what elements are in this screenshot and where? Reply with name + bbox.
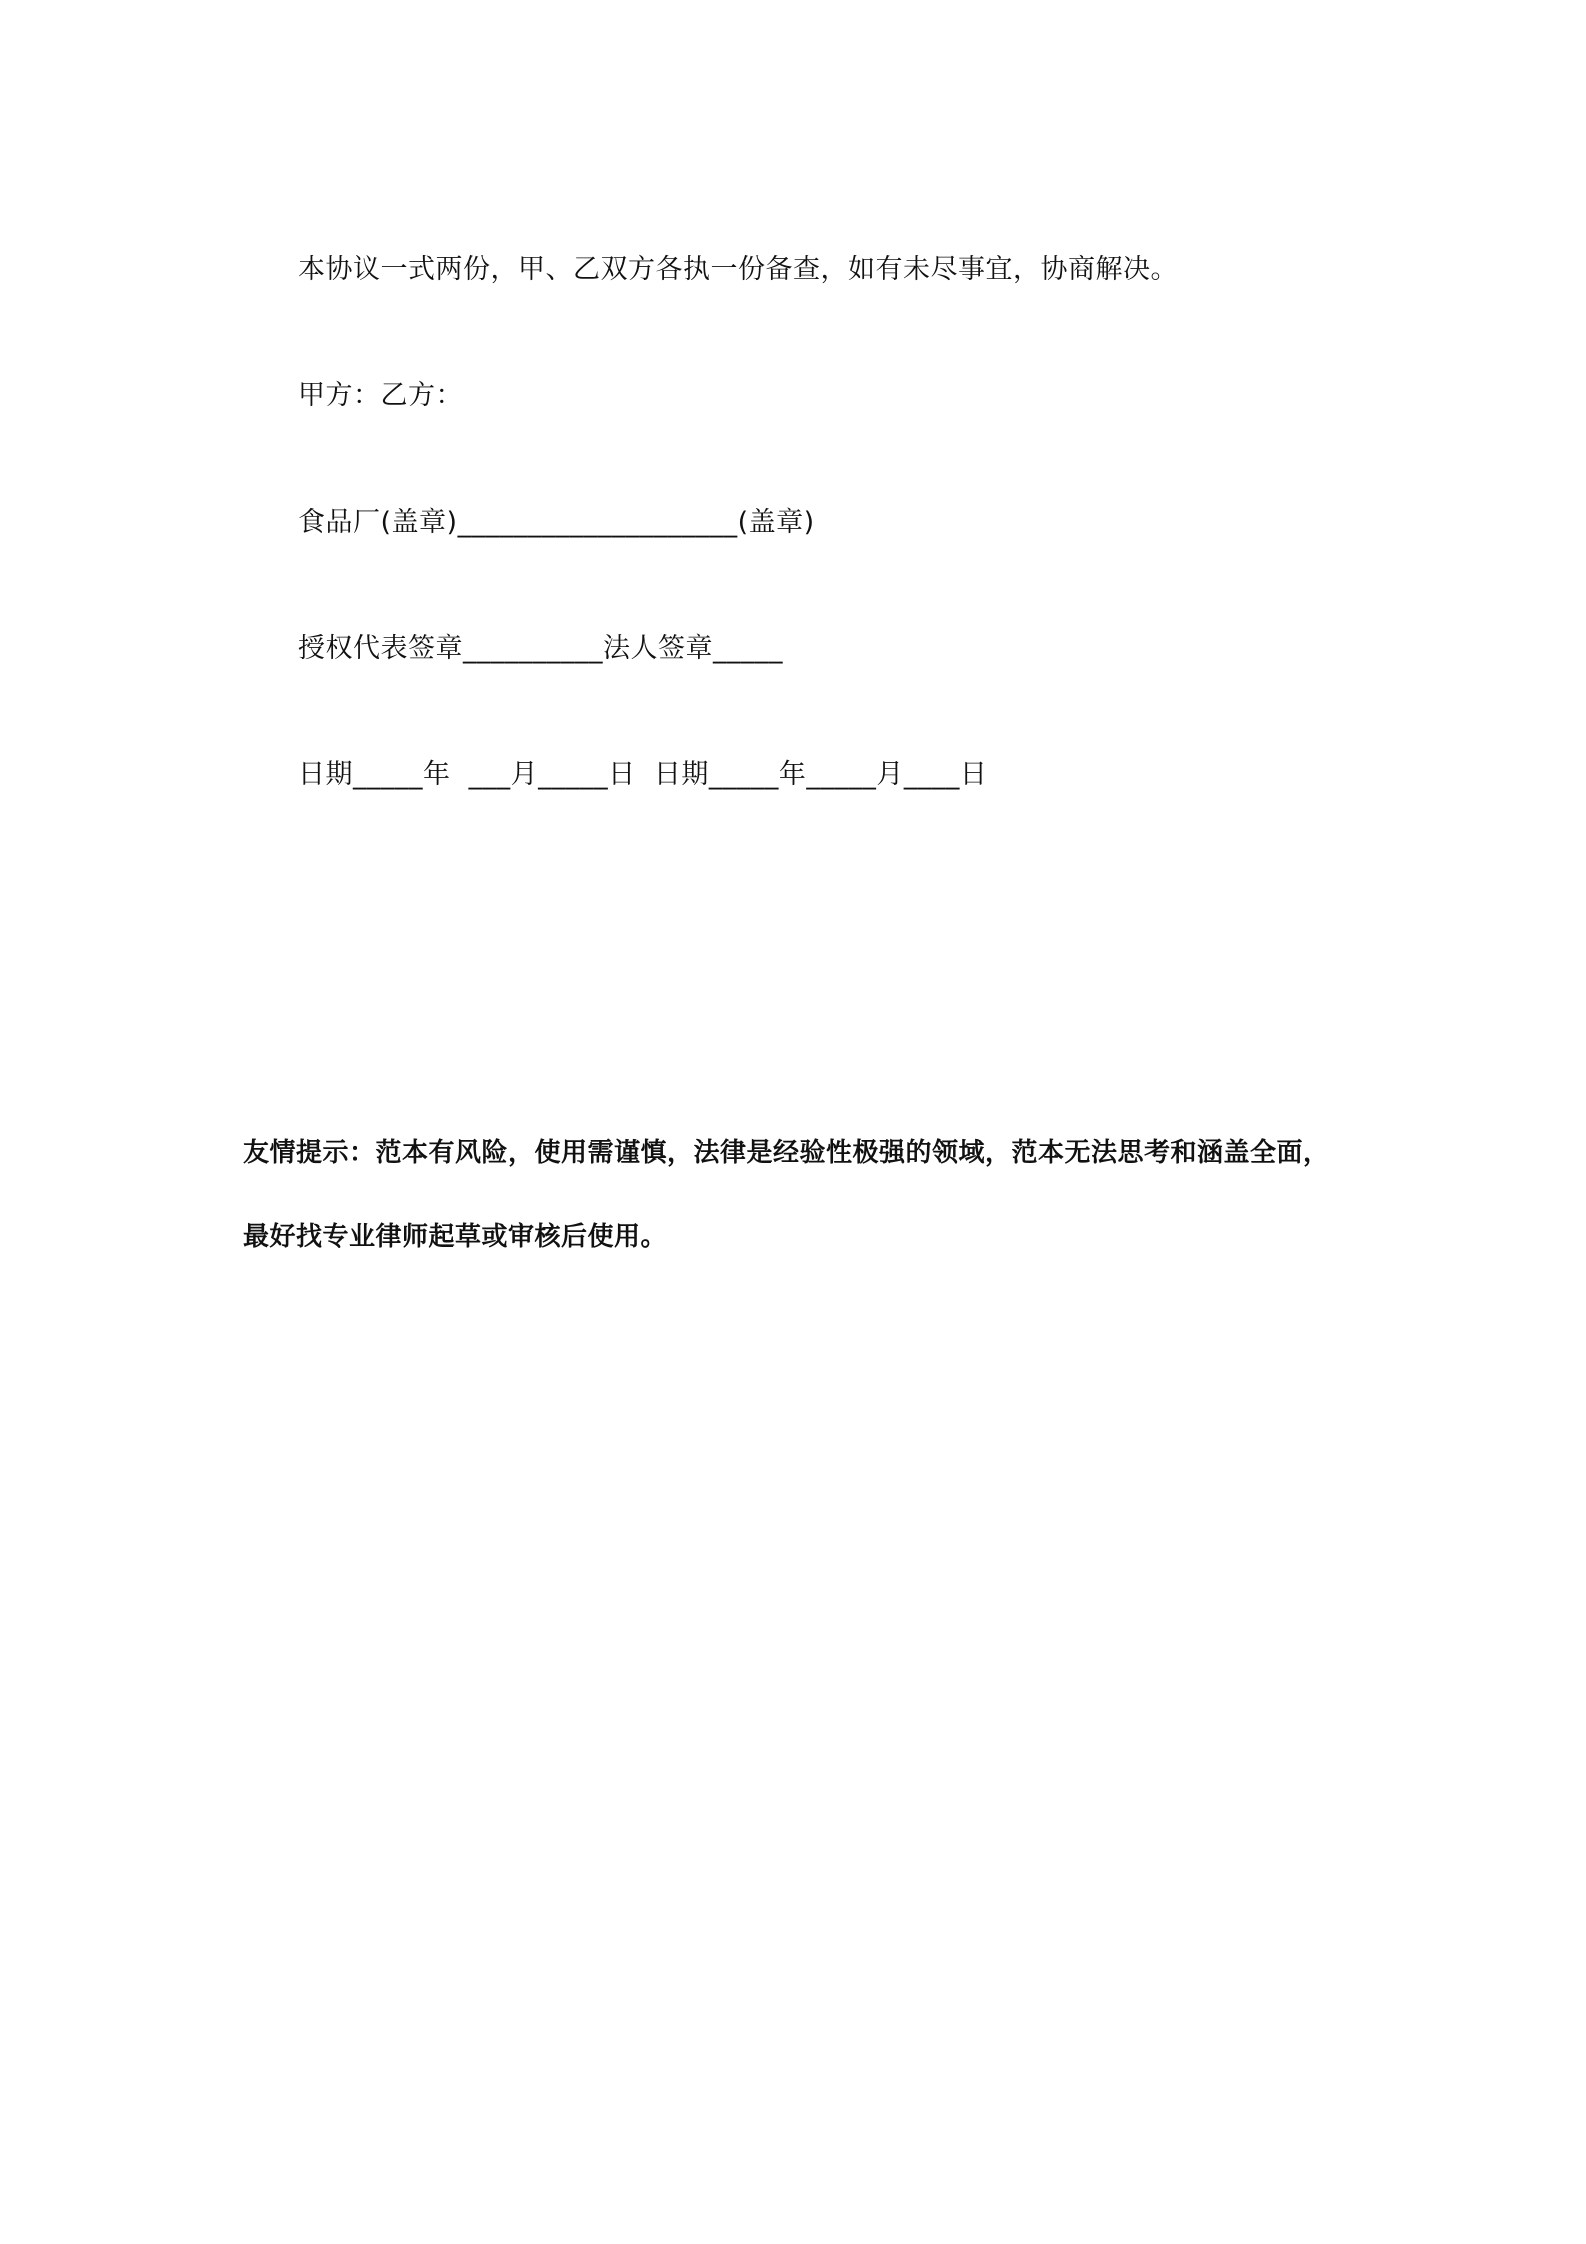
agreement-copies-clause: 本协议一式两份，甲、乙双方各执一份备查，如有未尽事宜，协商解决。 — [298, 254, 1178, 285]
friendly-tip-line-2: 最好找专业律师起草或审核后使用。 — [243, 1222, 668, 1252]
parties-line: 甲方：乙方： — [298, 380, 463, 411]
signature-line: 授权代表签章__________法人签章_____ — [298, 633, 783, 664]
date-line: 日期_____年 ___月_____日 日期_____年_____月____日 — [298, 759, 988, 790]
seal-line: 食品厂(盖章)____________________(盖章) — [298, 507, 815, 538]
friendly-tip-line-1: 友情提示：范本有风险，使用需谨慎，法律是经验性极强的领域，范本无法思考和涵盖全面， — [243, 1138, 1330, 1168]
